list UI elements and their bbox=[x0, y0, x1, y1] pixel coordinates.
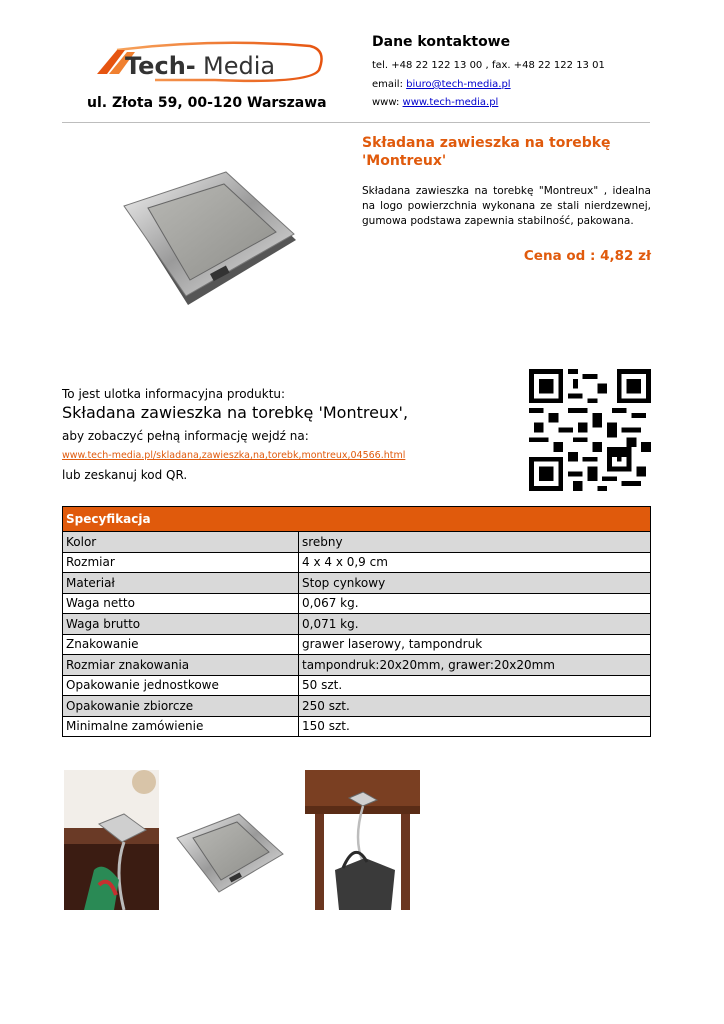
contact-email-line bbox=[372, 79, 511, 90]
svg-text:Media: Media bbox=[203, 52, 276, 80]
spec-label: Waga brutto bbox=[63, 614, 299, 635]
spec-row bbox=[63, 573, 651, 594]
header-divider bbox=[62, 122, 650, 123]
product-image bbox=[118, 170, 298, 310]
spec-row bbox=[63, 655, 651, 676]
product-price: Cena od : 4,82 zł bbox=[523, 248, 651, 264]
info-visit: aby zobaczyć pełną informację wejdź na: bbox=[62, 429, 309, 443]
spec-value: 0,071 kg. bbox=[299, 614, 651, 635]
product-url-link[interactable]: www.tech-media.pl/skladana,zawieszka,na,torebk,montreux,04566.html bbox=[62, 450, 406, 461]
spec-value: 50 szt. bbox=[299, 675, 651, 696]
spec-label: Rozmiar bbox=[63, 552, 299, 573]
spec-label: Opakowanie jednostkowe bbox=[63, 675, 299, 696]
info-intro: To jest ulotka informacyjna produktu: bbox=[62, 387, 286, 401]
spec-label: Materiał bbox=[63, 573, 299, 594]
qr-code-icon[interactable] bbox=[529, 369, 651, 491]
spec-label: Kolor bbox=[63, 532, 299, 553]
spec-value: 0,067 kg. bbox=[299, 593, 651, 614]
spec-label: Opakowanie zbiorcze bbox=[63, 696, 299, 717]
spec-row bbox=[63, 614, 651, 635]
spec-row bbox=[63, 675, 651, 696]
spec-value: tampondruk:20x20mm, grawer:20x20mm bbox=[299, 655, 651, 676]
spec-label: Waga netto bbox=[63, 593, 299, 614]
usage-photo-1 bbox=[64, 770, 159, 910]
spec-row bbox=[63, 696, 651, 717]
email-link[interactable]: biuro@tech-media.pl bbox=[406, 79, 511, 90]
email-label: email: bbox=[372, 79, 407, 90]
tech-media-logo bbox=[95, 40, 325, 86]
spec-row bbox=[63, 593, 651, 614]
usage-photo-3 bbox=[305, 770, 420, 910]
svg-text:Tech-: Tech- bbox=[125, 52, 196, 80]
spec-value: 250 szt. bbox=[299, 696, 651, 717]
product-description: Składana zawieszka na torebkę "Montreux" , idealna na logo powierzchnia wykonana ze stali nierdzewnej, gumowa podstawa zapewnia stabilność, pakowana. bbox=[362, 185, 651, 227]
contact-title: Dane kontaktowe bbox=[372, 34, 511, 50]
spec-row bbox=[63, 634, 651, 655]
product-photo-2 bbox=[173, 810, 285, 895]
spec-value: 4 x 4 x 0,9 cm bbox=[299, 552, 651, 573]
contact-www-line bbox=[372, 97, 498, 108]
spec-header-row bbox=[63, 507, 651, 532]
spec-row bbox=[63, 716, 651, 737]
www-link[interactable]: www.tech-media.pl bbox=[402, 97, 499, 108]
spec-header: Specyfikacja bbox=[63, 507, 651, 532]
spec-value: 150 szt. bbox=[299, 716, 651, 737]
spec-row bbox=[63, 532, 651, 553]
spec-value: grawer laserowy, tampondruk bbox=[299, 634, 651, 655]
spec-value: Stop cynkowy bbox=[299, 573, 651, 594]
contact-phone: tel. +48 22 122 13 00 , fax. +48 22 122 13 01 bbox=[372, 60, 605, 71]
spec-label: Rozmiar znakowania bbox=[63, 655, 299, 676]
info-product-name: Składana zawieszka na torebkę 'Montreux', bbox=[62, 403, 409, 422]
spec-label: Minimalne zamówienie bbox=[63, 716, 299, 737]
product-title: Składana zawieszka na torebkę 'Montreux' bbox=[362, 135, 611, 169]
www-label: www: bbox=[372, 97, 403, 108]
spec-label: Znakowanie bbox=[63, 634, 299, 655]
spec-row bbox=[63, 552, 651, 573]
company-address: ul. Złota 59, 00-120 Warszawa bbox=[87, 95, 327, 111]
info-scan: lub zeskanuj kod QR. bbox=[62, 468, 188, 482]
spec-table bbox=[62, 506, 651, 737]
spec-value: srebny bbox=[299, 532, 651, 553]
